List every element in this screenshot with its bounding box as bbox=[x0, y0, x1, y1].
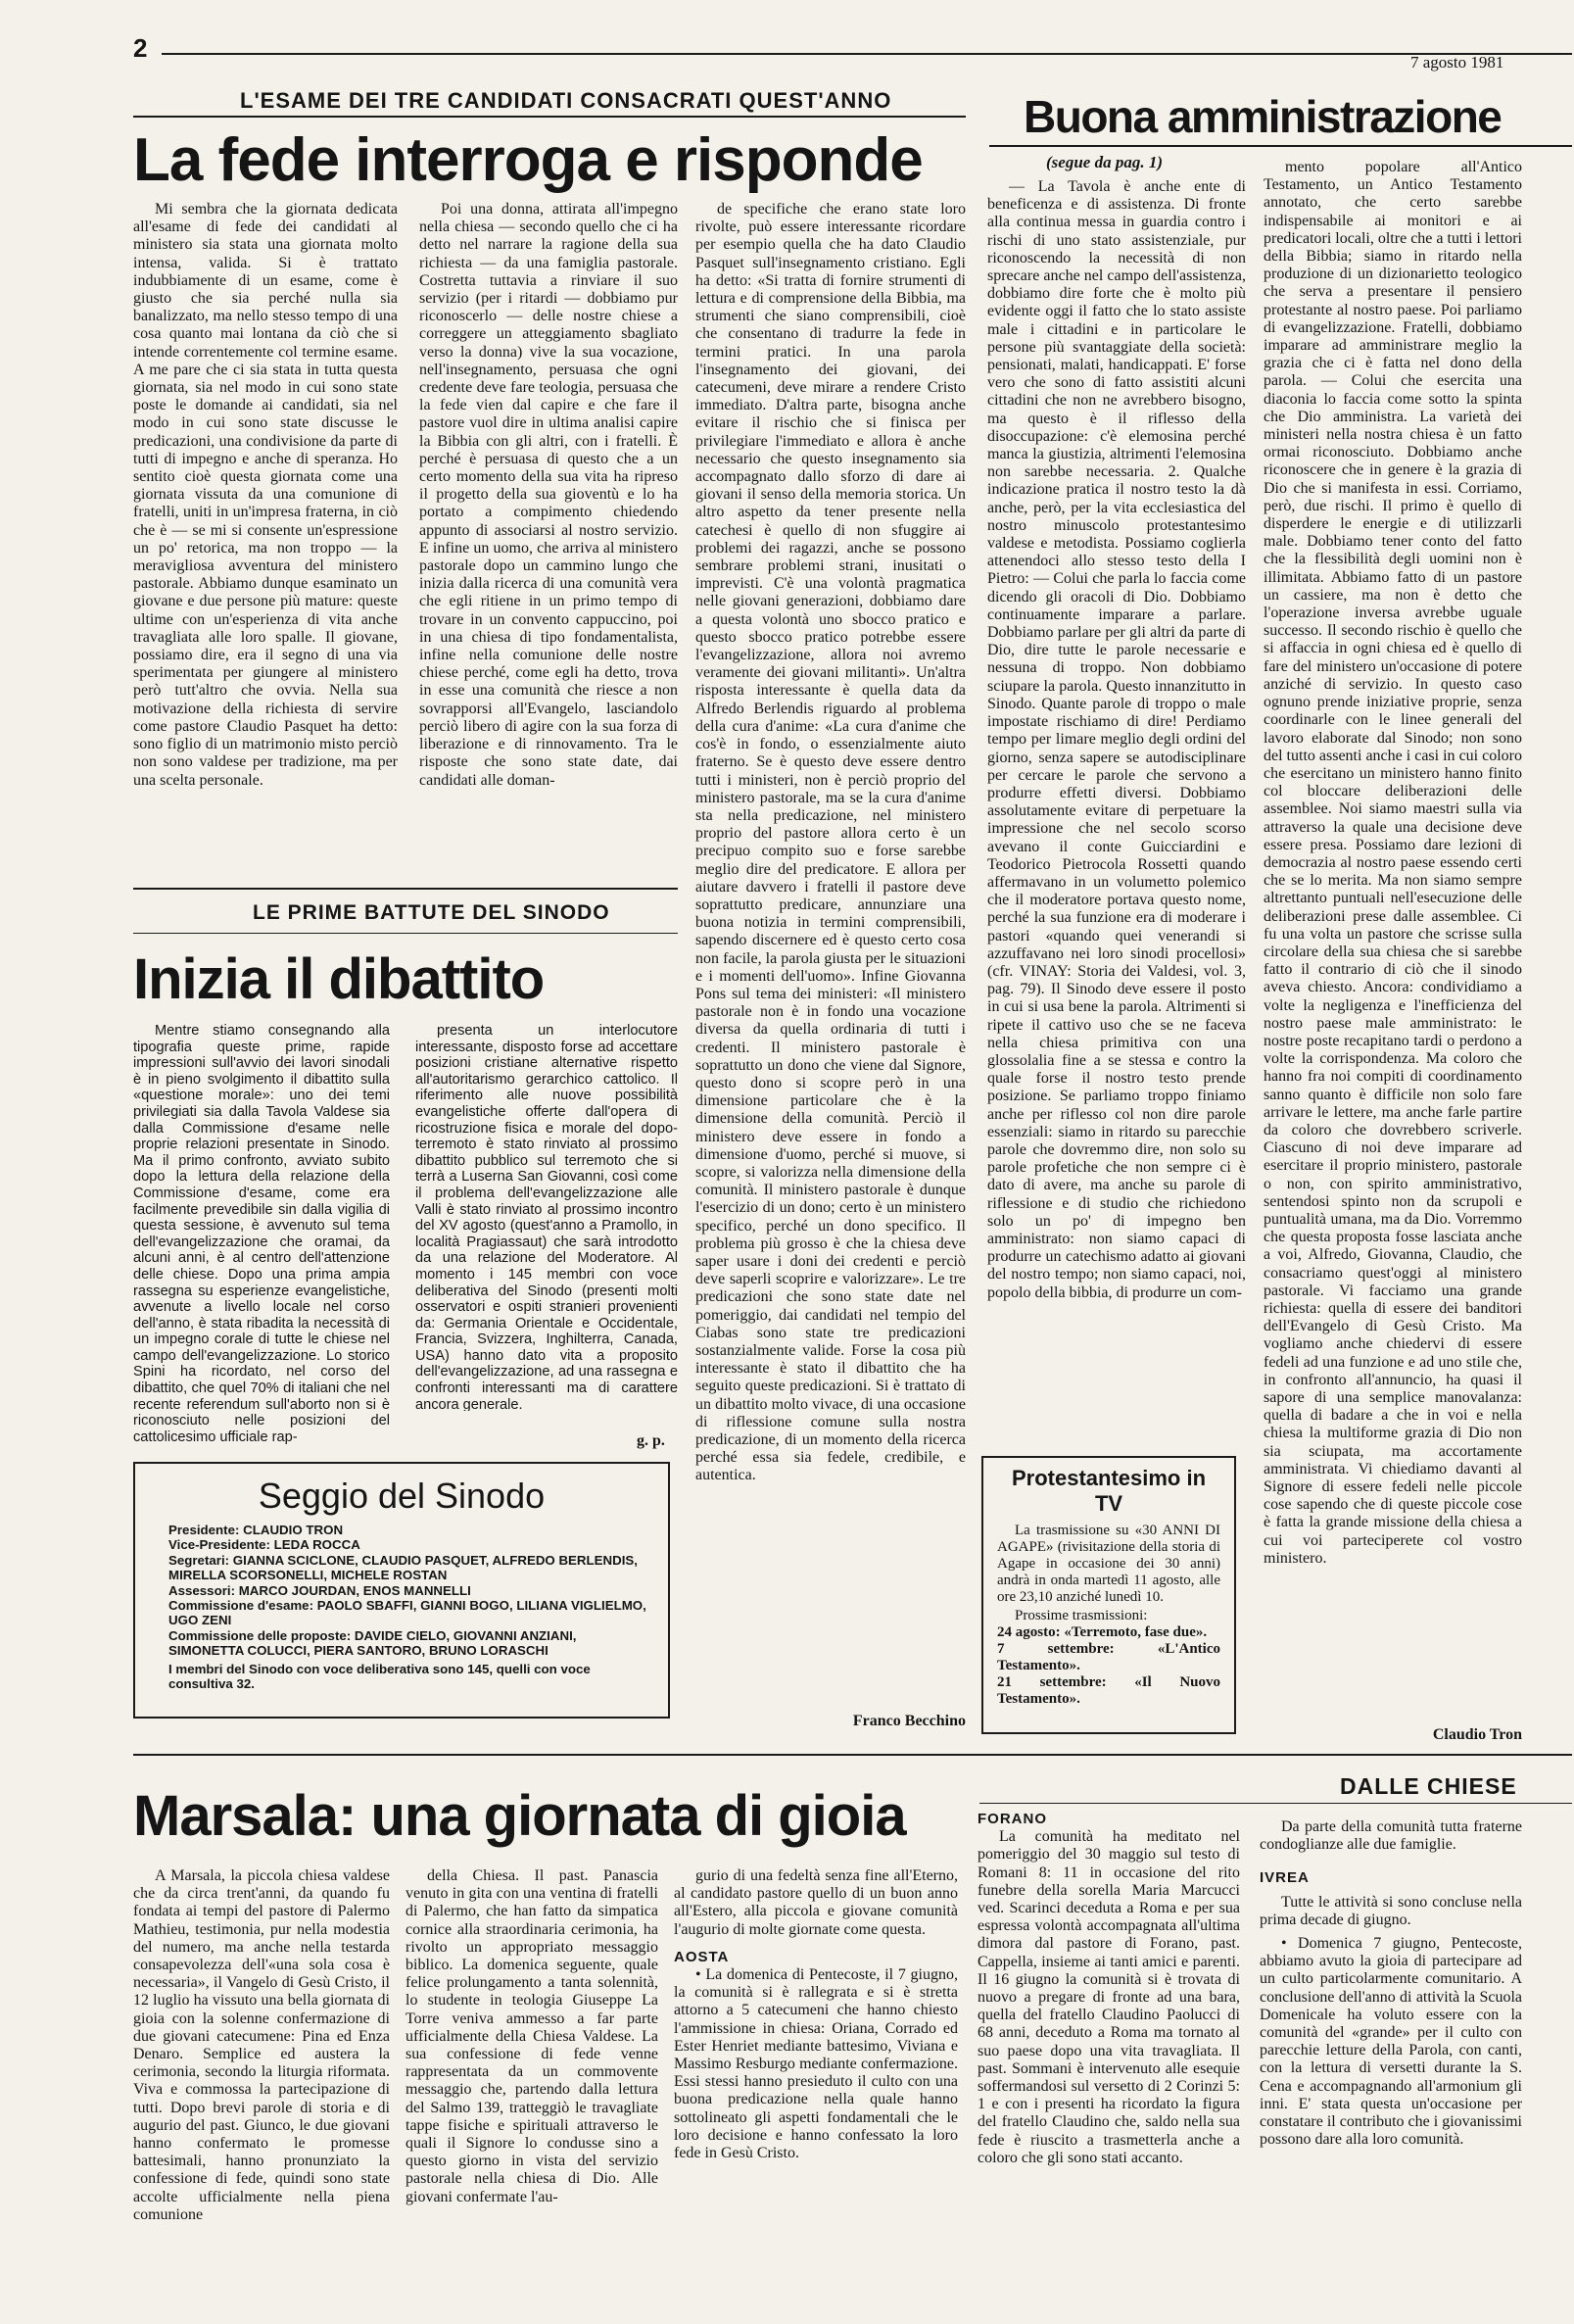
marsala-column-1 bbox=[133, 1867, 390, 2310]
ivrea-text-2: • Domenica 7 giugno, Pentecoste, abbiamo avuto la gioia di partecipare ad un culto particolarmente comunitario. A conclusione dell'anno di attività la Scuola Domenicale ha voluto essere con la comunità del «grande» per il culto con parecchie letture della Parola, con canti, con la lettura di versetti durante la S. Cena e accompagnando all'armonium gli inni. E' stata questa un'occasione per constatare il contributo che i giovanissimi possono dare alla loro comunità. bbox=[1260, 1935, 1522, 2149]
chiese-column-2 bbox=[1260, 1818, 1522, 2312]
fede-text-1: Mi sembra che la giornata dedicata all'esame di fede dei candidati al ministero sia stata una giornata molto intensa, valida. Si è trattato indubbiamente di un esame, come è giusto che sia perché nulla sia banalizzato, ma nello stesso tempo di una cosa quanto mai lontana da ciò che si intende correntemente col termine esame. A me pare che ci sia stata in tutta questa giornata, sia nel modo in cui sono state poste le domande ai candidati, sia nel modo in cui sono state discusse le predicazioni, una condivisione da parte di tutti di impegno e anche di speranza. Ho sentito cioè questa giornata come una giornata vissuta da una comunione di fratelli, uniti in un'impresa fraterna, in ciò che è — se mi si consente un'espressione un po' retorica, ma non troppo — la meravigliosa avventura del ministero pastorale. Abbiamo dunque esaminato un giovane e due persone più mature: queste ultime con un'esperienza di vita anche travagliata alle loro spalle. Il giovane, possiamo dire, era il segno di una via sperimentata per giungere al ministero però tutt'altro che ovvia. Nella sua motivazione della richiesta di servire come pastore Claudio Pasquet ha detto: sono figlio di un matrimonio misto perciò non sono valdese per tradizione, ma per una scelta personale. bbox=[133, 201, 398, 789]
marsala-text-1: A Marsala, la piccola chiesa valdese che da circa trent'anni, da quando fu fondata ai tempi del pastore di Palermo Mathieu, testimonia, pur nella modestia del numero, ma anche nella testarda consapevolezza dell'«una sola cosa è necessaria», il Vangelo di Gesù Cristo, il 12 luglio ha vissuto una bella giornata di gioia con la solenne confermazione di due giovani catecumene: Pina ed Enza Denaro. Semplice ed austera la cerimonia, secondo la liturgia riformata. Viva e commossa la partecipazione di tutti. Dopo brevi parole di storia e di augurio del past. Giunco, le due giovani hanno confermato le promesse battesimali, hanno pronunziato la confessione di fede, quindi sono state accolte ufficialmente nella piena comunione bbox=[133, 1867, 390, 2223]
fede-column-3 bbox=[695, 201, 966, 1710]
chiese-kicker: DALLE CHIESE bbox=[1340, 1773, 1517, 1799]
seggio-role: Vice-Presidente: bbox=[168, 1537, 270, 1553]
seggio-note: I membri del Sinodo con voce deliberativa sono 145, quelli con voce consultiva 32. bbox=[168, 1661, 591, 1692]
buona-text-2: mento popolare all'Antico Testamento, un Antico Testamento annotato, che certo sarebbe indispensabile ai monitori e ai predicatori locali, oltre che a tutti i lettori della Bibbia; siamo in ritardo nella produzione di un dizionarietto teologico che serva a presentare il pensiero protestante al nostro paese. Poi parliamo di evangelizzazione. Fratelli, dobbiamo imparare ad amministrare meglio la grazia che ci è fatta nel dono della parola. — Colui che esercita una diaconia lo faccia come sotto la spinta che Dio amministra. La varietà dei ministeri nella nostra chiesa è un fatto ormai riconosciuto. Dobbiamo anche riconoscere che in genere è la grazia di Dio che si manifesta in essi. Corriamo, però, due rischi. Il primo è quello di disperdere le energie e di utilizzarli male. Dobbiamo tener conto del fatto che la flessibilità degli uomini non è illimitata. Abbiamo fatto di un pastore un cassiere, ma non è detto che l'operazione inversa avrebbe uguale successo. Il secondo rischio è quello che si affaccia in ogni chiesa ed è quello di fare del ministero un'occasione di potere anziché di servizio. In questo caso ognuno prende iniziative proprie, senza coordinarle con le linee generali del lavoro elaborate dal Sinodo; non sono del tutto assenti anche i casi in cui coloro che esercitano un ministero hanno finito col bloccare deliberazioni delle assemblee. Noi siamo maestri sulla via attraverso la quale una decisione deve essere presa. Possiamo dare lezioni di democrazia al nostro paese essendo certi che se lo merita. Ma non siamo sempre altrettanto puntuali nell'esecuzione delle deliberazioni prese dalle assemblee. Ci fu una volta un pastore che scrisse sulla circolare della sua chiesa che si sarebbe fatto il contrario di ciò che il sinodo aveva chiesto. Ancora: condividiamo a volte la negligenza e l'inefficienza del nostro paese male amministrato: le nostre poste recapitano tardi o perdono a volte la corrispondenza. Ma coloro che hanno fra noi compiti di coordinamento sanno quanto è difficile non solo fare arrivare le lettere, ma anche farle partire da coloro che dovrebbero scriverle. Ciascuno di noi deve imparare ad esercitare il proprio ministero, pastorale o non, con spirito amministrativo, sentendosi spinto non da scrupoli e puntualità umana, ma da Dio. Vorremmo che questa proposta fosse lasciata anche a voi, Alfredo, Giovanna, Claudio, che consacriamo quest'oggi al ministero pastorale. Vi facciamo una grande richiesta: quella di essere dei banditori dell'Evangelo di Gesù Cristo. Ma vogliamo anche chiedervi di essere fedeli ad una funzione e ad uno stile che, in confronto all'annuncio, ha quasi il sapore di una semplice manovalanza: quella di badare a che in voi e nella chiesa la multiforme grazia di Dio non sia sciupata, ma accortamente amministrata. Vi chiediamo davanti al Signore di essere fedeli nelle piccole cose sapendo che di queste piccole cose è fatta la grande missione della chiesa a cui voi parteciperete col vostro ministero. bbox=[1264, 159, 1522, 1567]
fede-text-2: Poi una donna, attirata all'impegno nella chiesa — secondo quello che ci ha detto nel narrare la ragione della sua richiesta — da una famiglia pastorale. Costretta tuttavia a rinviare il suo servizio (per i ritardi — dobbiamo pur riconoscerlo — delle nostre chiese a correggere un atteggiamento sbagliato verso la donna) vive la sua vocazione, nell'insegnamento, persuasa che ogni credente deve fare teologia, persuasa che la fede vien dal capire e che fare il pastore vuol dire in ultima analisi capire la Bibbia con gli altri, con i fratelli. È perché è persuasa di questo che a un certo momento della sua vita ha ripreso il progetto della sua gioventù e lo ha portato a compimento chiedendo appunto di associarsi al nostro servizio. E infine un uomo, che arriva al ministero pastorale dopo un cammino lungo che inizia dalla ricerca di una comunità vera che egli ritiene in un primo tempo di trovare in un convento cappuccino, poi in una chiesa di tipo fondamentalista, infine nella comunione delle nostre chiese perché, come egli ha detto, trova in esse una comunità che riesce a non sovrapporsi all'Evangelo, lasciandolo perciò libero di agire con la sua forza di liberazione e di rinnovamento. Tra le risposte che sono state date, dai candidati alle doman- bbox=[419, 201, 678, 789]
fede-kicker-rule bbox=[133, 116, 966, 118]
seggio-members: DAVIDE CIELO, GIOVANNI ANZIANI, SIMONETTA COLUCCI, PIERA SANTORO, BRUNO LORASCHI bbox=[168, 1627, 577, 1659]
sinodo-title: Inizia il dibattito bbox=[133, 947, 545, 1011]
seggio-row bbox=[168, 1537, 652, 1552]
seggio-role: Segretari: bbox=[168, 1552, 230, 1568]
seggio-list bbox=[135, 1517, 668, 1659]
buona-column-2 bbox=[1264, 159, 1522, 1724]
fede-column-1 bbox=[133, 201, 398, 877]
chiese-rule bbox=[979, 1803, 1572, 1804]
middle-rule bbox=[133, 1754, 1572, 1756]
sinodo-column-1 bbox=[133, 1023, 390, 1493]
tv-schedule-item: 21 settembre: «Il Nuovo Testamento». bbox=[997, 1674, 1220, 1707]
seggio-members: GIANNA SCICLONE, CLAUDIO PASQUET, ALFREDO BERLENDIS, MIRELLA SCORSONELLI, MICHELE ROSTAN bbox=[168, 1552, 638, 1583]
forano-text: La comunità ha meditato nel pomeriggio del 30 maggio sul testo di Romani 8: 11 in occasione del rito funebre della sorella Maria Marcucci ved. Scarinci deceduta a Roma e per sua espressa volontà accompagnata all'ultima dimora dal pastore di Forano, past. Cappella, insieme ai tanti amici e parenti. Il 16 giugno la comunità si è trovata di nuovo a pregare di fronte ad una bara, quella del fratello Claudino Paolucci di 68 anni, deceduto a Roma ma tornato al suo paese dopo una vita travagliata. Il past. Sommani è intervenuto alle esequie soffermandosi sul versetto di 2 Corinzi 5: 1 e con i presenti ha ricordato la figura del fratello Claudino che, saldo nella sua fede è riuscito a trasmetterla anche a coloro che gli sono stati accanto. bbox=[978, 1828, 1240, 2166]
marsala-text-3: gurio di una fedeltà senza fine all'Eterno, al candidato pastore quello di un buon anno all'Estero, alla piccola e giovane comunità l'augurio di molte giornate come questa. bbox=[674, 1867, 958, 1938]
marsala-column-2 bbox=[405, 1867, 658, 2310]
buona-title: Buona amministrazione bbox=[1024, 91, 1502, 142]
seggio-row bbox=[168, 1598, 652, 1628]
seggio-members: MARCO JOURDAN, ENOS MANNELLI bbox=[238, 1582, 471, 1598]
sinodo-column-2 bbox=[415, 1023, 678, 1411]
seggio-row bbox=[168, 1553, 652, 1583]
aosta-heading: AOSTA bbox=[674, 1948, 730, 1965]
page-number: 2 bbox=[133, 33, 148, 63]
marsala-column-3 bbox=[674, 1867, 958, 2310]
ivrea-heading: IVREA bbox=[1260, 1869, 1310, 1887]
sinodo-text-1: Mentre stiamo consegnando alla tipografia queste prime, rapide impressioni sull'avvio dei lavori sinodali è in pieno svolgimento il dibattito sulla «questione morale»: uno dei temi privilegiati sia dalla Tavola Valdese sia dalla Commissione d'esame nelle proprie relazioni presentate in Sinodo. Ma il primo confronto, avviato subito dopo la lettura della relazione della Commissione d'esame, come era facilmente prevedibile sin dalla vigilia di questa sessione, è avvenuto sul tema dell'evangelizzazione che oramai, da alcuni anni, è al centro dell'attenzione delle chiese. Dopo una prima ampia rassegna su esperienze evangelistiche, avvenute a livello locale nel corso dell'anno, è stata ribadita la necessità di un impegno corale di tutte le chiese nel campo dell'evangelizzazione. Lo storico Spini ha ricordato, nel corso del dibattito, che quel 70% di italiani che nel recente referendum sull'aborto non si è riconosciuto nelle posizioni del cattolicesimo ufficiale rap- bbox=[133, 1023, 390, 1445]
tv-schedule-list bbox=[997, 1624, 1220, 1708]
chiese-column-1 bbox=[978, 1811, 1240, 2312]
sinodo-signature: g. p. bbox=[637, 1432, 665, 1449]
seggio-row bbox=[168, 1583, 652, 1598]
seggio-title: Seggio del Sinodo bbox=[258, 1476, 546, 1516]
buona-text-1: — La Tavola è anche ente di beneficenza e di assistenza. Di fronte alla continua messa in guardia contro i rischi di uno stato assistenziale, pur riconoscendo la necessità di non sprecare anche nel campo dell'assistenza, dobbiamo dire forte che è molto più evidente oggi il fatto che lo stato assiste male i cittadini e in particolare le persone più svantaggiate della società: pensionati, malati, handicappati. E' forse vero che sono di fatto assistiti alcuni cittadini che non ne avrebbero bisogno, ma questo è il riflesso della disoccupazione: c'è elemosina perché manca la giustizia, altrimenti l'elemosina non sarebbe necessaria. 2. Qualche indicazione pratica il nostro testo la dà anche, però, per la vita ecclesiastica del nostro minuscolo protestantesimo valdese e metodista. Possiamo coglierla attenendoci allo stesso testo della I Pietro: — Colui che parla lo faccia come dicendo gli oracoli di Dio. Dobbiamo continuamente imparare a parlare. Dobbiamo parlare per gli altri da parte di Dio, dire tutte le parole necessarie e nessuna di troppo. Non dobbiamo sciupare la parola. Questo innanzitutto in Sinodo. Quante parole di troppo o male impostate rischiamo di dire! Perdiamo tempo per limare meglio degli ordini del giorno, senza sapere se autodisciplinare per cercare le parole che servono a produrre effetti diversi. Dobbiamo assolutamente evitare di perpetuare la impressione che nel secolo scorso avevano il conte Guicciardini e Teodorico Pietrocola Rossetti quando affermavano in un volumetto polemico che il moderatore portava questo nome, perché la sua funzione era di moderare i pastori «quando quei venerandi si azzuffavano nei loro sinodi procellosi» (cfr. VINAY: Storia dei Valdesi, vol. 3, pag. 79). Il Sinodo deve essere il posto in cui si usa bene la parola. Altrimenti si ripete il cattivo uso che se ne faceva nella chiesa primitiva con una glossolalia fine a se stessa e contro la quale forse il nostro testo prende posizione. Se parliamo troppo finiamo anche per riflesso col non dire parole essenziali: siamo in ritardo su parecchie parole che dovremmo dire, non solo su parole profetiche che non sempre ci è dato di avere, ma anche su parole di riflessione e di studio che richiedono solo un po' di impegno ben amministrato: non siamo capaci di produrre un catechismo adatto ai giovani del nostro tempo; non siamo capaci, noi, popolo della bibbia, di produrre un com- bbox=[987, 178, 1246, 1301]
seggio-row bbox=[168, 1523, 652, 1537]
sinodo-kicker-rule bbox=[133, 933, 678, 934]
marsala-text-2: della Chiesa. Il past. Panascia venuto in gita con una ventina di fratelli di Palermo, che han fatto da simpatica cornice alla straordinaria cerimonia, ha rivolto un appropriato messaggio biblico. La domenica seguente, quale felice prolungamento a tanta solennità, lo studente in teologia Giuseppe La Torre veniva ammesso a far parte ufficialmente della Chiesa Valdese. La sua confessione di fede venne rappresentata da un commovente messaggio che, partendo dalla lettura del Salmo 139, tratteggiò le travagliate tappe fisiche e spirituali attraverso le quali il Signore lo condusse sino a questo giorno in vista del servizio pastorale nella chiesa di Dio. Alle giovani confermate l'au- bbox=[405, 1867, 658, 2205]
sinodo-text-2: presenta un interlocutore interessante, disposto forse ad accettare posizioni cristiane alternative rispetto all'autoritarismo gerarchico cattolico. Il riferimento alle nuove possibilità evangelistiche offerte dall'opera di ricostruzione fisica e morale del dopo-terremoto è stato rinviato al prossimo dibattito pubblico sul terremoto che si terrà a Luserna San Giovanni, così come il problema dell'evangelizzazione alle Valli è stato rinviato al prossimo incontro del XV agosto (quest'anno a Pramollo, in località Pragiassaut) che sarà introdotto da una relazione del Moderatore. Al momento i 145 membri con voce deliberativa del Sinodo (presenti molti osservatori e ospiti stranieri provenienti da: Germania Orientale e Occidentale, Francia, Svizzera, Inghilterra, Canada, USA) hanno dato vita a proposito dell'evangelizzazione, ad una rassegna e confronti interessanti ma di carattere ancora generale. bbox=[415, 1023, 678, 1411]
header-rule bbox=[162, 53, 1572, 55]
tv-schedule-item: 24 agosto: «Terremoto, fase due». bbox=[997, 1624, 1208, 1640]
fede-kicker: L'ESAME DEI TRE CANDIDATI CONSACRATI QUEST'ANNO bbox=[240, 88, 892, 113]
seggio-role: Assessori: bbox=[168, 1582, 235, 1598]
seggio-role: Commissione delle proposte: bbox=[168, 1627, 352, 1643]
tv-schedule-item: 7 settembre: «L'Antico Testamento». bbox=[997, 1641, 1220, 1673]
seggio-members: LEDA ROCCA bbox=[273, 1537, 360, 1553]
seggio-role: Presidente: bbox=[168, 1523, 240, 1537]
ivrea-text-1: Tutte le attività si sono concluse nella prima decade di giugno. bbox=[1260, 1893, 1522, 1928]
fede-column-2 bbox=[419, 201, 678, 877]
aosta-text: • La domenica di Pentecoste, il 7 giugno, la comunità si è rallegrata e si è stretta attorno a 5 catecumeni che hanno chiesto l'ammissione in chiesa: Oriana, Corrado ed Ester Henriet mediante battesimo, Viviana e Massimo Resburgo mediante confermazione. Essi stessi hanno presieduto il culto con una buona predicazione nella quale hanno sottolineato gli aspetti fondamentali che le loro decisione e hanno confessato la loro fede in Gesù Cristo. bbox=[674, 1966, 958, 2162]
forano-heading: FORANO bbox=[978, 1811, 1047, 1827]
tv-box bbox=[981, 1456, 1236, 1734]
buona-signature: Claudio Tron bbox=[1432, 1726, 1522, 1743]
seggio-role: Commissione d'esame: bbox=[168, 1598, 313, 1614]
buona-subtitle: (segue da pag. 1) bbox=[1046, 153, 1163, 171]
issue-date: 7 agosto 1981 bbox=[1410, 53, 1504, 72]
fede-signature: Franco Becchino bbox=[852, 1713, 966, 1729]
sinodo-kicker: LE PRIME BATTUTE DEL SINODO bbox=[253, 901, 610, 924]
seggio-members: PAOLO SBAFFI, GIANNI BOGO, LILIANA VIGLIELMO, UGO ZENI bbox=[168, 1598, 646, 1628]
marsala-title: Marsala: una giornata di gioia bbox=[133, 1784, 906, 1848]
tv-schedule-label: Prossime trasmissioni: bbox=[1015, 1608, 1148, 1623]
fede-text-3: de specifiche che erano state loro rivolte, può essere interessante ricordare per esempio quella che ha dato Claudio Pasquet sull'insegnamento cristiano. Egli ha detto: «Si tratta di fornire strumenti di lettura e di comprensione della Bibbia, ma strumenti che siano comprensibili, cioè che consentano di tradurre la fede in termini pratici. In una parola l'insegnamento dei giovani, dei catecumeni, deve mirare a rendere Cristo immediato. D'altra parte, bisogna anche evitare il rischio che si finisca per privilegiare l'immediato e allora è anche necessario che questo insegnamento sia accompagnato dallo sforzo di dare ai giovani il senso della memoria storica. Un altro aspetto da tener presente nella catechesi è quello di non sfuggire ai problemi dei ragazzi, anche se possono sembrare problemi strani, inusitati o imprevisti. C'è una volontà pragmatica nelle giovani generazioni, dobbiamo dare a questa volontà uno sbocco pratico e questo sbocco pratico potrebbe essere l'evangelizzazione, allora noi avremo veramente dei giovani militanti». Un'altra risposta interessante è quella data da Alfredo Berlendis riguardo al problema della cura d'anime: «La cura d'anime che cos'è in fondo, o essenzialmente aiuto fraterno. Se è questo deve essere dentro tutti i ministeri, non è perciò proprio del ministero pastorale, ma se la cura d'anime sta nella predicazione, nel ministero proprio del pastore allora certo è un precipuo compito suo e forse sarebbe meglio dire del predicatore. E allora per aiutare davvero i fratelli il pastore deve soprattutto predicare, annunziare una buona notizia in termini comprensibili, sapendo discernere ed è questo certo cosa non facile, la parola giusta per le situazioni e i momenti dell'uomo». Infine Giovanna Pons sul tema dei ministeri: «Il ministero pastorale non è in fondo una vocazione diversa da quella ordinaria di tutti i credenti. Il ministero pastorale è soprattutto un dono che viene dal Signore, questo dono si scopre però in una dimensione particolare che è la dimensione della comunità. Perciò il ministero deve essere in fondo a dimensione d'uomo, perché si muove, si scopre, si valorizza nella dimensione della comunità. Il ministero pastorale è dunque l'esercizio di un dono; certo è un ministero specifico, perché un dono specifico. Il problema più grosso è che la chiesa deve saper usare i doni dei credenti e perciò deve saperli scoprire e valorizzare». Le tre predicazioni che sono state date nel pomeriggio, dai candidati nel tempio del Ciabas sono state tre predicazioni sostanzialmente valide. Forse la cosa più interessante è stato il dibattito che ha seguito queste predicazioni. Si è trattato di un dibattito molto vivace, di una occasione di riflessione comune sulla nostra predicazione, di un momento della ricerca perché essa sia fedele, credibile, e autentica. bbox=[695, 201, 966, 1484]
seggio-box bbox=[133, 1462, 670, 1719]
sinodo-top-rule bbox=[133, 888, 678, 890]
tv-text: La trasmissione su «30 ANNI DI AGAPE» (rivisitazione della storia di Agape in occasione dei 30 anni) andrà in onda martedì 11 agosto, alle ore 23,10 anziché lunedì 10. bbox=[997, 1523, 1220, 1605]
fede-title: La fede interroga e risponde bbox=[133, 126, 923, 194]
chiese-condolences: Da parte della comunità tutta fraterne condoglianze alle due famiglie. bbox=[1260, 1818, 1522, 1854]
seggio-members: CLAUDIO TRON bbox=[243, 1523, 344, 1537]
seggio-row bbox=[168, 1628, 652, 1659]
buona-rule bbox=[989, 145, 1572, 147]
tv-title: Protestantesimo in TV bbox=[1011, 1466, 1207, 1516]
